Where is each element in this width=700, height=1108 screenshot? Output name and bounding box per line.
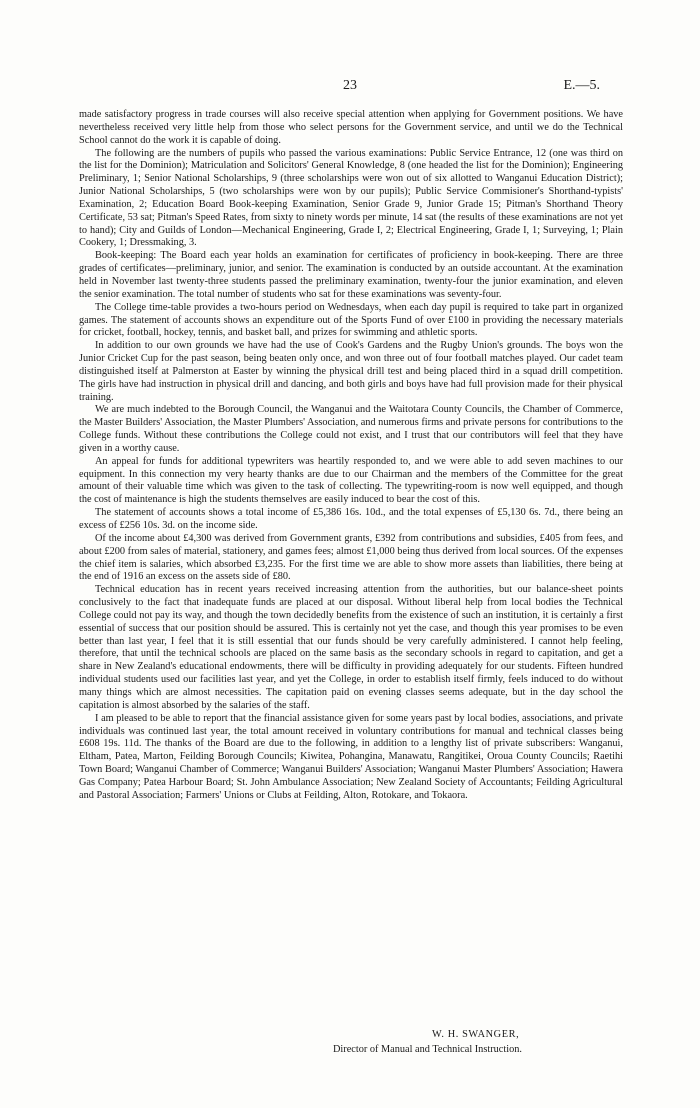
page-header — [0, 78, 700, 98]
paragraph: In addition to our own grounds we have had the use of Cook's Gardens and the Rugby Union's grounds. The boys won the Junior Cricket Cup for the past season, being beaten only once, and won three out of four football matches played. Our cadet team distinguished itself at Palmerston at Easter by winning the physical drill test and being placed third in a squad drill competition. The girls have had instruction in physical drill and dancing, and both girls and boys have had full provision made for their physical training. — [79, 340, 623, 403]
paragraph: An appeal for funds for additional typewriters was heartily responded to, and we were able to add seven machines to our equipment. In this connection my very hearty thanks are due to our Chairman and the members of the Committee for the great amount of their valuable time which was given to the task of collecting. The typewriting-room is now well equipped, and though the cost of maintenance is high the students themselves are easily induced to bear the cost of this. — [79, 455, 623, 506]
paragraph: made satisfactory progress in trade courses will also receive special attention when applying for Government positions. We have nevertheless received very little help from those who select persons for the Government service, and until we do the Technical School cannot do the work it is capable of doing. — [79, 109, 623, 146]
page-number: 23 — [343, 78, 357, 93]
paragraph: Book-keeping: The Board each year holds an examination for certificates of proficiency in book-keeping. There are three grades of certificates—preliminary, junior, and senior. The examination is conducted by an outside accountant. At the examination held in November last twenty-three students passed the preliminary examination, twenty-four the junior examination, and eleven the senior examination. The total number of students who sat for these examinations was seventy-four. — [79, 250, 623, 300]
signatory-name: W. H. SWANGER, — [432, 1029, 520, 1040]
paragraph: We are much indebted to the Borough Council, the Wanganui and the Waitotara County Councils, the Chamber of Commerce, the Master Builders' Association, the Master Plumbers' Association, and numerous firms and private persons for contributions to the College funds. Without these contributions the College could not exist, and I trust that our contributors will feel that they have given in a worthy cause. — [79, 404, 623, 454]
paragraph: The College time-table provides a two-hours period on Wednesdays, when each day pupil is required to take part in organized games. The statement of accounts shows an expenditure out of the Sports Fund of over £100 in providing the necessary materials for cricket, football, hockey, tennis, and basket ball, and prizes for swimming and athletic sports. — [79, 301, 623, 339]
paragraph: The following are the numbers of pupils who passed the various examinations: Public Service Entrance, 12 (one was third on the list for the Dominion); Matriculation and Solicitors' General Knowledge, 8 (one headed the list for the Dominion); Engineering Preliminary, 1; Senior National Scholarships, 9 (three scholarships were won out of six allotted to Wanganui Education District); Junior National Scholarships, 5 (two scholarships were won by our pupils); Public Service Commisioner's Shorthand-typists' Examination, 2; Education Board Book-keeping Examination, Senior Grade 9, Junior Grade 15; Pitman's Shorthand Theory Certificate, 53 sat; Pitman's Speed Rates, from sixty to ninety words per minute, 14 sat (the results of these examinations are not yet to hand); City and Guilds of London—Mechanical Engineering, Grade I, 2; Electrical Engineering, Grade I, 1; Surveying, 1; Plain Cookery, 1; Dressmaking, 3. — [79, 147, 623, 249]
paragraph: Technical education has in recent years received increasing attention from the authorities, but our balance-sheet points conclusively to the fact that inadequate funds are placed at our disposal. Without liberal help from local bodies the Technical College could not pay its way, and though the town decidedly benefits from the existence of such an institution, it is certainly a first essential of success that our position should be assured. This is certainly not yet the case, and though this year promises to be even better than last year, I feel that it is still essential that our funds should be very carefully administered. I cannot help feeling, therefore, that until the technical schools are placed on the same basis as the secondary schools in regard to capitation, and get a share in New Zealand's educational endowments, there will be difficulty in providing adequately for our students. Fifteen hundred individual students used our facilities last year, and yet the College, in order to establish itself firmly, feels induced to do without many things which are almost necessities. The capitation paid on evening classes seems adequate, but in the day school the capitation is almost absorbed by the salaries of the staff. — [79, 584, 623, 711]
paragraph: I am pleased to be able to report that the financial assistance given for some years past by local bodies, associations, and private individuals was continued last year, the total amount received in voluntary contributions for manual and technical classes being £608 19s. 11d. The thanks of the Board are due to the following, in addition to a lengthy list of private subscribers: Wanganui, Eltham, Patea, Marton, Feilding Borough Councils; Kiwitea, Pohangina, Manawatu, Rangitikei, Oroua County Councils; Raetihi Town Board; Wanganui Chamber of Commerce; Wanganui Builders' Association; Wanganui Master Plumbers' Association; Hawera Gas Company; Patea Harbour Board; St. John Ambulance Association; New Zealand Society of Accountants; Feilding Agricultural and Pastoral Association; Farmers' Unions or Clubs at Feilding, Alton, Rotokare, and Tokaora. — [79, 712, 623, 801]
body-text — [79, 109, 623, 803]
paragraph: The statement of accounts shows a total income of £5,386 16s. 10d., and the total expenses of £5,130 6s. 7d., there being an excess of £256 10s. 3d. on the income side. — [79, 507, 623, 531]
document-code: E.—5. — [563, 78, 600, 93]
paragraph: Of the income about £4,300 was derived from Government grants, £392 from contributions and subsidies, £405 from fees, and about £200 from sales of material, stationery, and games fees; almost £1,000 being thus derived from local sources. Of the expenses the chief item is salaries, which absorbed £3,235. For the first time we are able to show more assets than liabilities, there being at the end of 1916 an excess on the assets side of £80. — [79, 532, 623, 583]
signatory-title: Director of Manual and Technical Instruction. — [333, 1044, 522, 1055]
